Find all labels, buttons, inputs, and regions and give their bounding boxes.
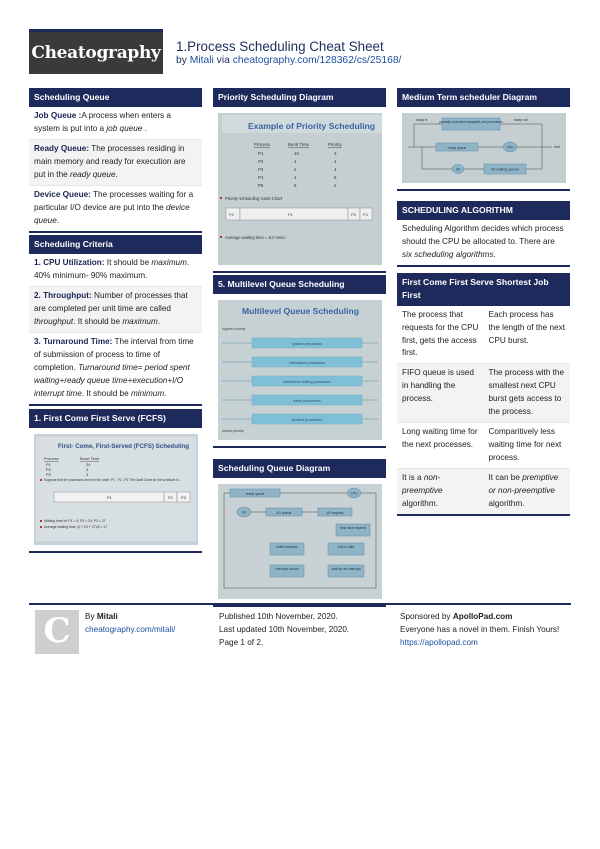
- svg-text:I/O: I/O: [241, 510, 247, 515]
- svg-text:P2: P2: [258, 159, 264, 165]
- table-cell: The process that requests for the CPU first, gets the access first.: [397, 306, 484, 365]
- svg-text:partially executed swapped-out: partially executed swapped-out processes: [439, 120, 503, 125]
- svg-text:ready queue: ready queue: [447, 146, 467, 151]
- panel-title: SCHEDULING ALGORITHM: [397, 201, 570, 220]
- table-cell: The process with the smallest next CPU burst gets access to the process.: [484, 364, 571, 423]
- svg-text:3: 3: [86, 472, 89, 478]
- svg-text:swap in: swap in: [416, 118, 428, 123]
- footer-author: By Mitali cheatography.com/mitali/: [85, 610, 175, 636]
- sheet-url-link[interactable]: cheatography.com/128362/cs/25168/: [232, 55, 402, 66]
- fcfs-slide-image: [34, 434, 198, 545]
- table-cell: It is a non-preemptive algorithm.: [397, 469, 484, 514]
- svg-text:Priority scheduling Gantt Char: Priority scheduling Gantt Chart: [225, 196, 283, 202]
- svg-text:I/O: I/O: [455, 167, 461, 172]
- svg-text:batch processes: batch processes: [293, 399, 321, 404]
- panel-fcfs: [29, 409, 202, 553]
- svg-text:2: 2: [334, 183, 337, 189]
- panel-title: First Come First Serve Shortest Job First: [397, 273, 570, 306]
- svg-text:1: 1: [294, 159, 297, 165]
- panel-scheduling-queue-diagram: [213, 459, 386, 607]
- svg-text:interactive editing processes: interactive editing processes: [283, 380, 331, 385]
- page-title: 1.Process Scheduling Cheat Sheet: [176, 39, 384, 54]
- svg-text:P2: P2: [168, 495, 173, 501]
- svg-text:2: 2: [294, 167, 297, 173]
- svg-text:interactive processes: interactive processes: [289, 361, 325, 366]
- medium-term-image: [402, 113, 566, 183]
- svg-text:P5: P5: [258, 183, 264, 189]
- svg-text:highest priority: highest priority: [222, 327, 246, 332]
- table-cell: Long waiting time for the next processes.: [397, 423, 484, 469]
- svg-text:Process: Process: [44, 456, 59, 462]
- svg-text:P1: P1: [258, 151, 264, 157]
- algorithm-text: Scheduling Algorithm decides which process should the CPU be allocated to. There are six scheduling algorithms.: [402, 224, 564, 260]
- svg-text:I/O queue: I/O queue: [276, 511, 292, 516]
- svg-text:Burst Time: Burst Time: [80, 456, 100, 462]
- svg-text:I/O request: I/O request: [326, 511, 344, 516]
- svg-text:Process: Process: [254, 142, 270, 148]
- svg-text:1: 1: [294, 175, 297, 181]
- footer-dates: Published 10th November, 2020. Last updated 10th November, 2020. Page 1 of 2.: [219, 612, 350, 648]
- svg-text:I/O waiting queues: I/O waiting queues: [490, 167, 520, 172]
- panel-title: 5. Multilevel Queue Scheduling: [213, 275, 386, 294]
- svg-text:3: 3: [334, 151, 337, 157]
- svg-text:fork a child: fork a child: [337, 545, 355, 550]
- panel-scheduling-queue: [29, 88, 202, 233]
- svg-text:interrupt occurs: interrupt occurs: [275, 567, 299, 572]
- turnaround-row: 3. Turnaround Time: The interval from time of submission of process to time of completion. Turnaround time= period spent waiting+ready queue time+execution+I/O interrupt time. It should be minimum.: [34, 337, 194, 398]
- panel-scheduling-algorithm: [397, 201, 570, 267]
- priority-slide: [218, 113, 382, 265]
- fcfs-slide: [34, 434, 198, 545]
- table-cell: It can be premptive or non-preemptive algorithm.: [484, 469, 571, 514]
- queue-diagram: [218, 484, 382, 599]
- svg-text:end: end: [554, 145, 560, 150]
- sponsor-link[interactable]: https://apollopad.com: [400, 638, 478, 648]
- svg-text:1: 1: [334, 159, 337, 165]
- panel-title: Priority Scheduling Diagram: [213, 88, 386, 107]
- svg-text:P3: P3: [351, 212, 356, 218]
- svg-text:P4: P4: [363, 212, 368, 218]
- svg-text:5: 5: [334, 175, 337, 181]
- svg-text:P3: P3: [258, 167, 264, 173]
- table-cell: Each process has the length of the next CPU burst.: [484, 306, 571, 365]
- priority-slide-image: [218, 113, 382, 265]
- cheatography-logo[interactable]: Cheatography: [29, 29, 163, 74]
- svg-text:Average waiting time: (0 + 24: Average waiting time: (0 + 24 + 27)/3 = 17: [44, 525, 108, 530]
- queue-diagram-image: [218, 484, 382, 599]
- svg-text:student processes: student processes: [291, 418, 323, 423]
- author-avatar[interactable]: C: [35, 610, 79, 654]
- svg-text:Burst Time: Burst Time: [288, 142, 309, 148]
- panel-title: 1. First Come First Serve (FCFS): [29, 409, 202, 428]
- panel-title: Scheduling Queue Diagram: [213, 459, 386, 478]
- device-queue-row: Device Queue: The processes waiting for a particular I/O device are put into the device queue.: [34, 190, 194, 225]
- medium-term-diagram: [402, 113, 566, 183]
- svg-text:P1: P1: [107, 495, 112, 501]
- svg-text:3: 3: [86, 467, 89, 473]
- panel-priority-diagram: [213, 88, 386, 273]
- panel-fcfs-vs-sjf: [397, 273, 570, 516]
- svg-text:P2: P2: [229, 212, 234, 218]
- footer-sponsor: Sponsored by ApolloPad.com Everyone has a novel in them. Finish Yours! https://apollopad.com: [400, 610, 570, 649]
- svg-text:Waiting time for P1 = 0; P2 =: Waiting time for P1 = 0; P2 = 24; P3 = 27: [44, 519, 106, 524]
- job-queue-row: Job Queue :A process when enters a system is put into a job queue .: [29, 107, 202, 140]
- svg-text:CPU: CPU: [506, 145, 514, 150]
- footer-divider: [29, 603, 571, 605]
- svg-text:P3: P3: [46, 472, 51, 478]
- svg-text:5: 5: [294, 183, 297, 189]
- svg-text:P1: P1: [46, 462, 51, 468]
- panel-multilevel: [213, 275, 386, 448]
- author-profile-link[interactable]: cheatography.com/mitali/: [85, 625, 176, 635]
- svg-text:10: 10: [294, 151, 299, 157]
- svg-text:First- Come, First-Served (FCF: First- Come, First-Served (FCFS) Scheduling: [58, 443, 189, 451]
- svg-text:CPU: CPU: [350, 491, 358, 496]
- panel-title: Medium Term scheduler Diagram: [397, 88, 570, 107]
- svg-text:Multilevel Queue Scheduling: Multilevel Queue Scheduling: [242, 306, 359, 317]
- multilevel-slide-image: [218, 300, 382, 440]
- panel-title: Scheduling Queue: [29, 88, 202, 107]
- svg-text:time slice expired: time slice expired: [339, 526, 367, 531]
- svg-text:P2: P2: [46, 467, 51, 473]
- multilevel-slide: [218, 300, 382, 440]
- svg-text:system processes: system processes: [291, 342, 323, 347]
- svg-text:ready queue: ready queue: [245, 492, 265, 497]
- throughput-row: 2. Throughput: Number of processes that are completed per unit time are called throughput. It should be maximum.: [29, 287, 202, 333]
- svg-text:Example of Priority Scheduling: Example of Priority Scheduling: [248, 121, 376, 132]
- svg-text:Average waiting time = 8.2 mse: Average waiting time = 8.2 msec: [225, 235, 286, 241]
- comparison-table: [397, 306, 570, 514]
- svg-text:lowest priority: lowest priority: [222, 429, 244, 434]
- svg-text:wait for an interrupt: wait for an interrupt: [331, 567, 361, 572]
- svg-text:swap out: swap out: [514, 118, 528, 123]
- svg-text:P3: P3: [181, 495, 186, 501]
- svg-text:Priority: Priority: [328, 142, 342, 148]
- svg-text:24: 24: [86, 462, 91, 468]
- table-cell: Comparitively less waiting time for next process.: [484, 423, 571, 469]
- svg-text:P4: P4: [258, 175, 264, 181]
- svg-text:P1: P1: [288, 212, 293, 218]
- svg-text:child executes: child executes: [276, 545, 298, 550]
- byline: by Mitali via cheatography.com/128362/cs/25168/: [176, 55, 402, 66]
- author-link[interactable]: Mitali: [189, 55, 214, 66]
- svg-text:Suppose that the processes arr: Suppose that the processes arrive in the order: P1 , P2 , P3 The Gantt Chart for the schedule is:: [44, 478, 180, 483]
- cpu-utilization-row: 1. CPU Utilization: It should be maximum. 40% minimum- 90% maximum.: [29, 254, 202, 287]
- panel-title: Scheduling Criteria: [29, 235, 202, 254]
- panel-medium-term: [397, 88, 570, 191]
- ready-queue-row: Ready Queue: The processes residing in main memory and ready for execution are put in the ready queue.: [29, 140, 202, 186]
- panel-scheduling-criteria: [29, 235, 202, 406]
- table-cell: FIFO queue is used in handling the process.: [397, 364, 484, 423]
- svg-text:4: 4: [334, 167, 337, 173]
